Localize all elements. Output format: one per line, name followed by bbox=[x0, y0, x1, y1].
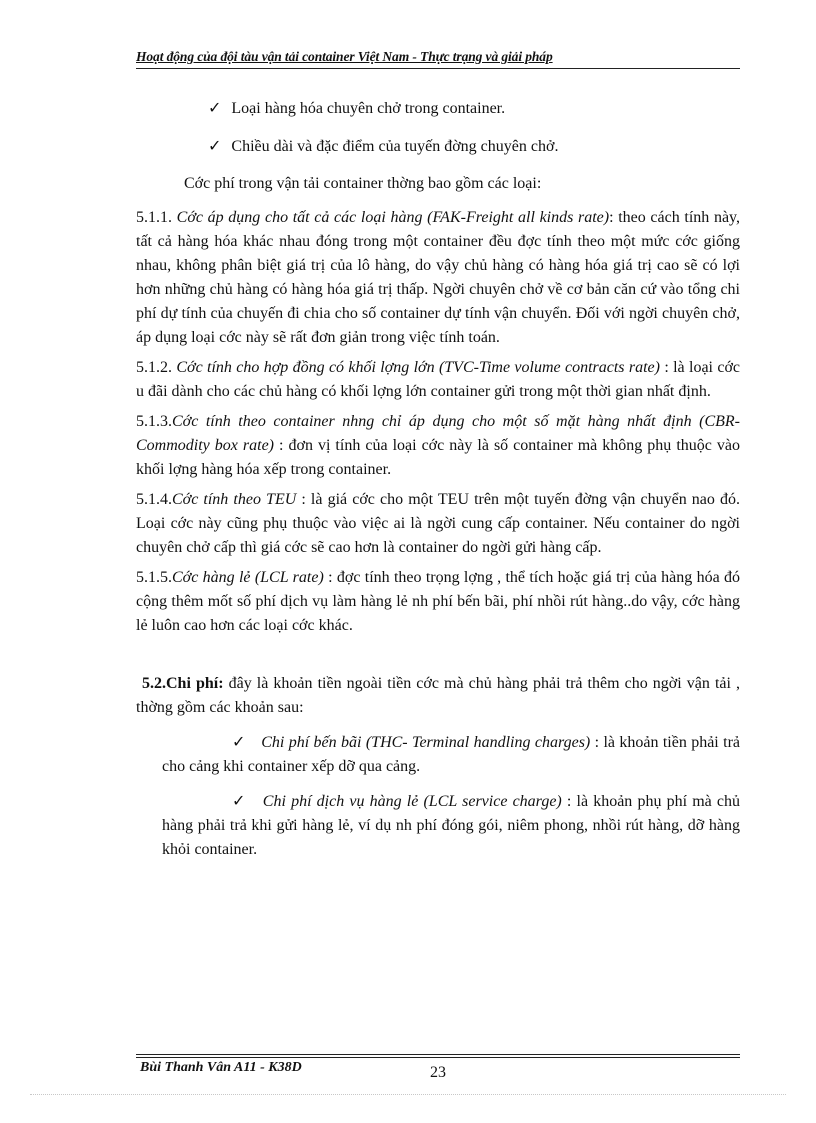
item-5-1-1 bbox=[136, 206, 740, 350]
check-item-route bbox=[208, 134, 740, 159]
footer-author: Bùi Thanh Vân A11 - K38D bbox=[140, 1060, 302, 1075]
sub-item-thc bbox=[162, 730, 740, 779]
item-5-1-4 bbox=[136, 488, 740, 560]
document-body bbox=[136, 96, 740, 868]
check-mark-icon: ✓ bbox=[208, 98, 222, 117]
intro-sentence: Cớc phí trong vận tải container thờng bao gồm các loại: bbox=[184, 175, 542, 192]
sub-item-lcl-service bbox=[162, 789, 740, 862]
sub-item-body: : là khoản tiền phải trả cho cảng khi container xếp dỡ qua cảng. bbox=[162, 734, 741, 775]
section-5-2 bbox=[136, 672, 740, 720]
item-title: Cớc tính theo TEU bbox=[172, 491, 297, 508]
footer-rule bbox=[136, 1054, 740, 1055]
item-body: : là giá cớc cho một TEU trên một tuyến đờng vận chuyển nao đó. Loại cớc này cũng phụ thuộc vào việc ai là ngời cung cấp container. Nếu container do ngời chuyên chở cấp thì giá cớc sẽ cao hơn là container do ngời gửi hàng cấp. bbox=[136, 491, 740, 556]
item-title: Cớc tính theo container nhng chỉ áp dụng cho một số mặt hàng nhất định (CBR- Commodity box rate) bbox=[136, 413, 740, 454]
sub-item-body: : là khoản phụ phí mà chủ hàng phải trả khi gửi hàng lẻ, ví dụ nh phí đóng gói, niêm phong, nhồi rút hàng, dỡ hàng khỏi container. bbox=[162, 793, 740, 858]
section-body: đây là khoản tiền ngoài tiền cớc mà chủ hàng phải trả thêm cho ngời vận tải , thờng gồm các khoản sau: bbox=[136, 675, 741, 716]
item-number: 5.1.2. bbox=[136, 359, 177, 376]
item-number: 5.1.4. bbox=[136, 491, 172, 508]
item-5-1-3 bbox=[136, 410, 740, 482]
check-item-cargo-type bbox=[208, 96, 740, 121]
footer-row bbox=[136, 1058, 740, 1080]
item-number: 5.1.3. bbox=[136, 413, 172, 430]
page-footer bbox=[136, 1054, 740, 1080]
check-item-text: Loại hàng hóa chuyên chở trong container. bbox=[231, 100, 506, 117]
page-number: 23 bbox=[430, 1064, 446, 1081]
item-number: 5.1.5. bbox=[136, 569, 172, 586]
sub-item-title: Chi phí bến bãi (THC- Terminal handling charges) bbox=[261, 734, 591, 751]
check-mark-icon: ✓ bbox=[208, 136, 222, 155]
check-mark-icon: ✓ bbox=[232, 732, 252, 751]
item-5-1-5 bbox=[136, 566, 740, 638]
item-title: Cớc hàng lẻ (LCL rate) bbox=[172, 569, 324, 586]
item-number: 5.1.1. bbox=[136, 209, 177, 226]
page-bottom-border bbox=[30, 1094, 786, 1095]
header-title: Hoạt động của đội tàu vận tải container Việt Nam - Thực trạng và giải pháp bbox=[136, 49, 553, 64]
item-5-1-2 bbox=[136, 356, 740, 404]
sub-item-title: Chi phí dịch vụ hàng lẻ (LCL service charge) bbox=[262, 793, 562, 810]
section-heading: 5.2.Chi phí: bbox=[142, 675, 224, 692]
item-body: : là loại cớc u đãi dành cho các chủ hàng có khối lợng lớn container gửi trong một thời gian nhất định. bbox=[136, 359, 741, 400]
check-item-text: Chiều dài và đặc điểm của tuyến đờng chuyên chở. bbox=[231, 138, 559, 155]
item-body: : đợc tính theo trọng lợng , thể tích hoặc giá trị của hàng hóa đó cộng thêm mốt số phí dịch vụ làm hàng lẻ nh phí bến bãi, phí nhồi rút hàng..do vậy, cớc hàng lẻ luôn cao hơn các loại cớc khác. bbox=[136, 569, 740, 634]
item-body: : theo cách tính này, tất cả hàng hóa khác nhau đóng trong một container đều đợc tính theo một mức cớc giống nhau, không phân biệt giá trị của lô hàng, do vậy chủ hàng có hàng hóa giá trị cao sẽ có lợi hơn những chủ hàng có hàng hóa giá trị thấp. Ngời chuyên chở về cơ bản căn cứ vào tổng chi phí dự tính của chuyến đi chia cho số container dự tính vận chuyển. Đối với ngời chuyên chở, áp dụng loại cớc này sẽ rất đơn giản trong việc tính toán. bbox=[136, 209, 741, 346]
item-title: Cớc tính cho hợp đồng có khối lợng lớn (TVC-Time volume contracts rate) bbox=[176, 359, 660, 376]
page-header bbox=[136, 48, 740, 69]
item-title: Cớc áp dụng cho tất cả các loại hàng (FAK-Freight all kinds rate) bbox=[176, 209, 610, 226]
item-body: : đơn vị tính của loại cớc này là số container mà không phụ thuộc vào khối lợng hàng hóa xếp trong container. bbox=[136, 437, 740, 478]
check-mark-icon: ✓ bbox=[232, 791, 253, 810]
